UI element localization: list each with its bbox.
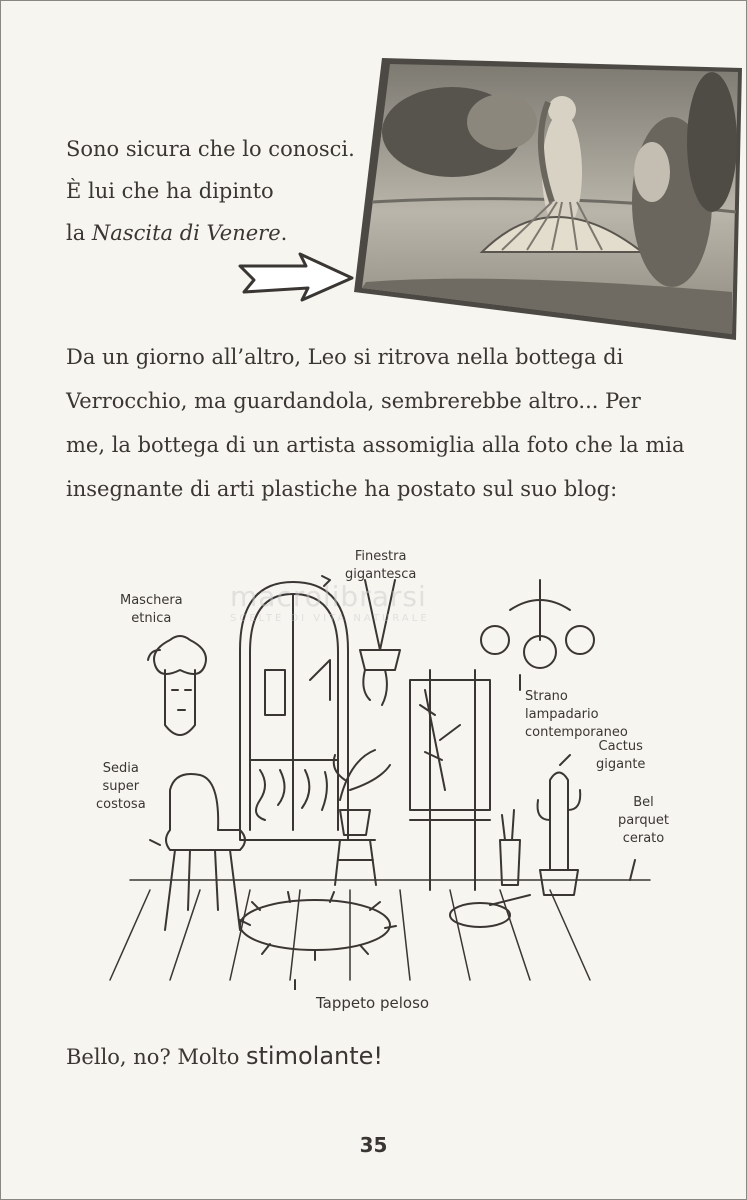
watermark [230, 580, 430, 624]
label-maschera [120, 592, 183, 628]
label-finestra-line-2: gigantesca [345, 567, 417, 582]
paint-palette [450, 895, 530, 927]
paragraph-line-4: insegnante di arti plastiche ha postato sul suo blog: [66, 477, 618, 501]
expensive-chair [165, 774, 245, 930]
paragraph-line-1: Da un giorno all’altro, Leo si ritrova nella bottega di [66, 345, 624, 369]
main-paragraph [66, 335, 706, 511]
label-sedia-line-2: super [102, 779, 140, 794]
label-lampadario-line-3: contemporaneo [525, 725, 628, 740]
closing-prefix: Bello, no? Molto [66, 1045, 247, 1069]
label-maschera-line-1: Maschera [120, 593, 183, 608]
label-maschera-line-2: etnica [131, 611, 172, 626]
label-parquet-line-2: parquet [618, 813, 669, 828]
paragraph-line-2: Verrocchio, ma guardandola, sembrerebbe altro... Per [66, 389, 641, 413]
label-tappeto: Tappeto peloso [316, 994, 430, 1012]
label-parquet-line-1: Bel [633, 795, 654, 810]
brush-jar [500, 810, 520, 885]
intro-line-3-suffix: . [280, 221, 288, 245]
intro-line-1: Sono sicura che lo conosci. [66, 137, 355, 161]
ethnic-mask [154, 636, 206, 735]
label-finestra [345, 548, 416, 584]
label-sedia-line-3: costosa [96, 797, 146, 812]
label-parquet-line-3: cerato [622, 831, 665, 846]
label-lampadario [525, 688, 628, 742]
intro-text [66, 128, 355, 254]
potted-plant-stool [334, 750, 390, 885]
parquet-label-pointer [630, 860, 635, 880]
label-finestra-line-1: Finestra [354, 549, 407, 564]
intro-line-3 [66, 212, 355, 254]
intro-line-2: È lui che ha dipinto [66, 179, 274, 203]
label-cactus-line-1: Cactus [598, 739, 643, 754]
closing-emphasis: stimolante! [246, 1042, 384, 1070]
label-lampadario-line-1: Strano [525, 689, 568, 704]
giant-cactus [538, 773, 581, 896]
cactus-label-pointer [560, 755, 570, 765]
label-parquet [618, 794, 669, 848]
intro-line-3-prefix: la [66, 221, 92, 245]
label-cactus-line-2: gigante [596, 757, 646, 772]
page-number: 35 [359, 1133, 388, 1157]
watermark-main: macrolibrarsi [230, 580, 427, 613]
watermark-sub: SCELTE DI VITA NATURALE [230, 613, 430, 624]
arrow-icon [236, 252, 356, 304]
closing-text [66, 1042, 383, 1070]
strange-chandelier [481, 580, 594, 668]
chair-label-pointer [150, 840, 160, 845]
label-lampadario-line-2: lampadario [525, 707, 599, 722]
fluffy-rug [240, 892, 396, 960]
easel [410, 670, 490, 890]
label-sedia-line-1: Sedia [102, 761, 139, 776]
birth-of-venus-painting [352, 52, 744, 342]
paragraph-line-3: me, la bottega di un artista assomiglia alla foto che la mia [66, 433, 685, 457]
label-cactus [596, 738, 645, 774]
label-sedia [96, 760, 146, 814]
painting-title: Nascita di Venere [91, 221, 281, 245]
